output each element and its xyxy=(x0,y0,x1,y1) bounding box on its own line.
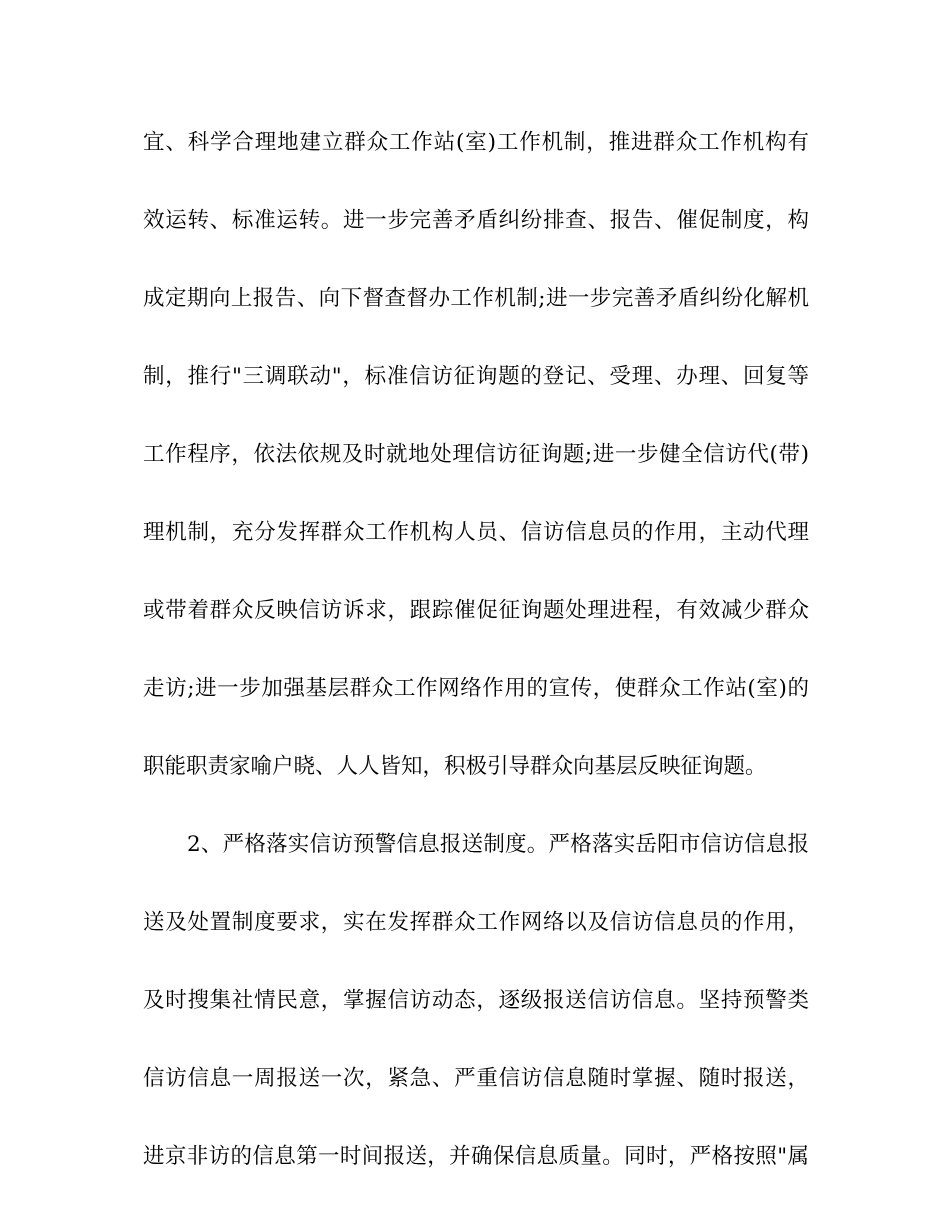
text-line: 走访;进一步加强基层群众工作网络作用的宣传，使群众工作站(室)的 xyxy=(143,676,809,701)
paragraph-1 xyxy=(143,104,809,806)
text-line: 2、严格落实信访预警信息报送制度。严格落实岳阳市信访信息报 xyxy=(187,832,809,857)
text-line: 送及处置制度要求，实在发挥群众工作网络以及信访信息员的作用， xyxy=(143,910,809,935)
text-line: 或带着群众反映信访诉求，跟踪催促征询题处理进程，有效减少群众 xyxy=(143,598,809,623)
text-line: 理机制，充分发挥群众工作机构人员、信访信息员的作用，主动代理 xyxy=(143,520,809,545)
paragraph-2 xyxy=(143,806,809,1196)
text-line: 效运转、标准运转。进一步完善矛盾纠纷排查、报告、催促制度，构 xyxy=(143,208,809,233)
text-line: 宜、科学合理地建立群众工作站(室)工作机制，推进群众工作机构有 xyxy=(143,130,809,155)
document-page xyxy=(143,104,809,1196)
text-line: 工作程序，依法依规及时就地处理信访征询题;进一步健全信访代(带) xyxy=(143,442,809,467)
text-line: 职能职责家喻户晓、人人皆知，积极引导群众向基层反映征询题。 xyxy=(143,754,767,779)
text-line: 及时搜集社情民意，掌握信访动态，逐级报送信访信息。坚持预警类 xyxy=(143,988,809,1013)
text-line: 信访信息一周报送一次，紧急、严重信访信息随时掌握、随时报送， xyxy=(143,1066,809,1091)
text-line: 制，推行"三调联动"，标准信访征询题的登记、受理、办理、回复等 xyxy=(143,364,809,389)
text-line: 进京非访的信息第一时间报送，并确保信息质量。同时，严格按照"属 xyxy=(143,1144,809,1169)
text-line: 成定期向上报告、向下督查督办工作机制;进一步完善矛盾纠纷化解机 xyxy=(143,286,809,311)
